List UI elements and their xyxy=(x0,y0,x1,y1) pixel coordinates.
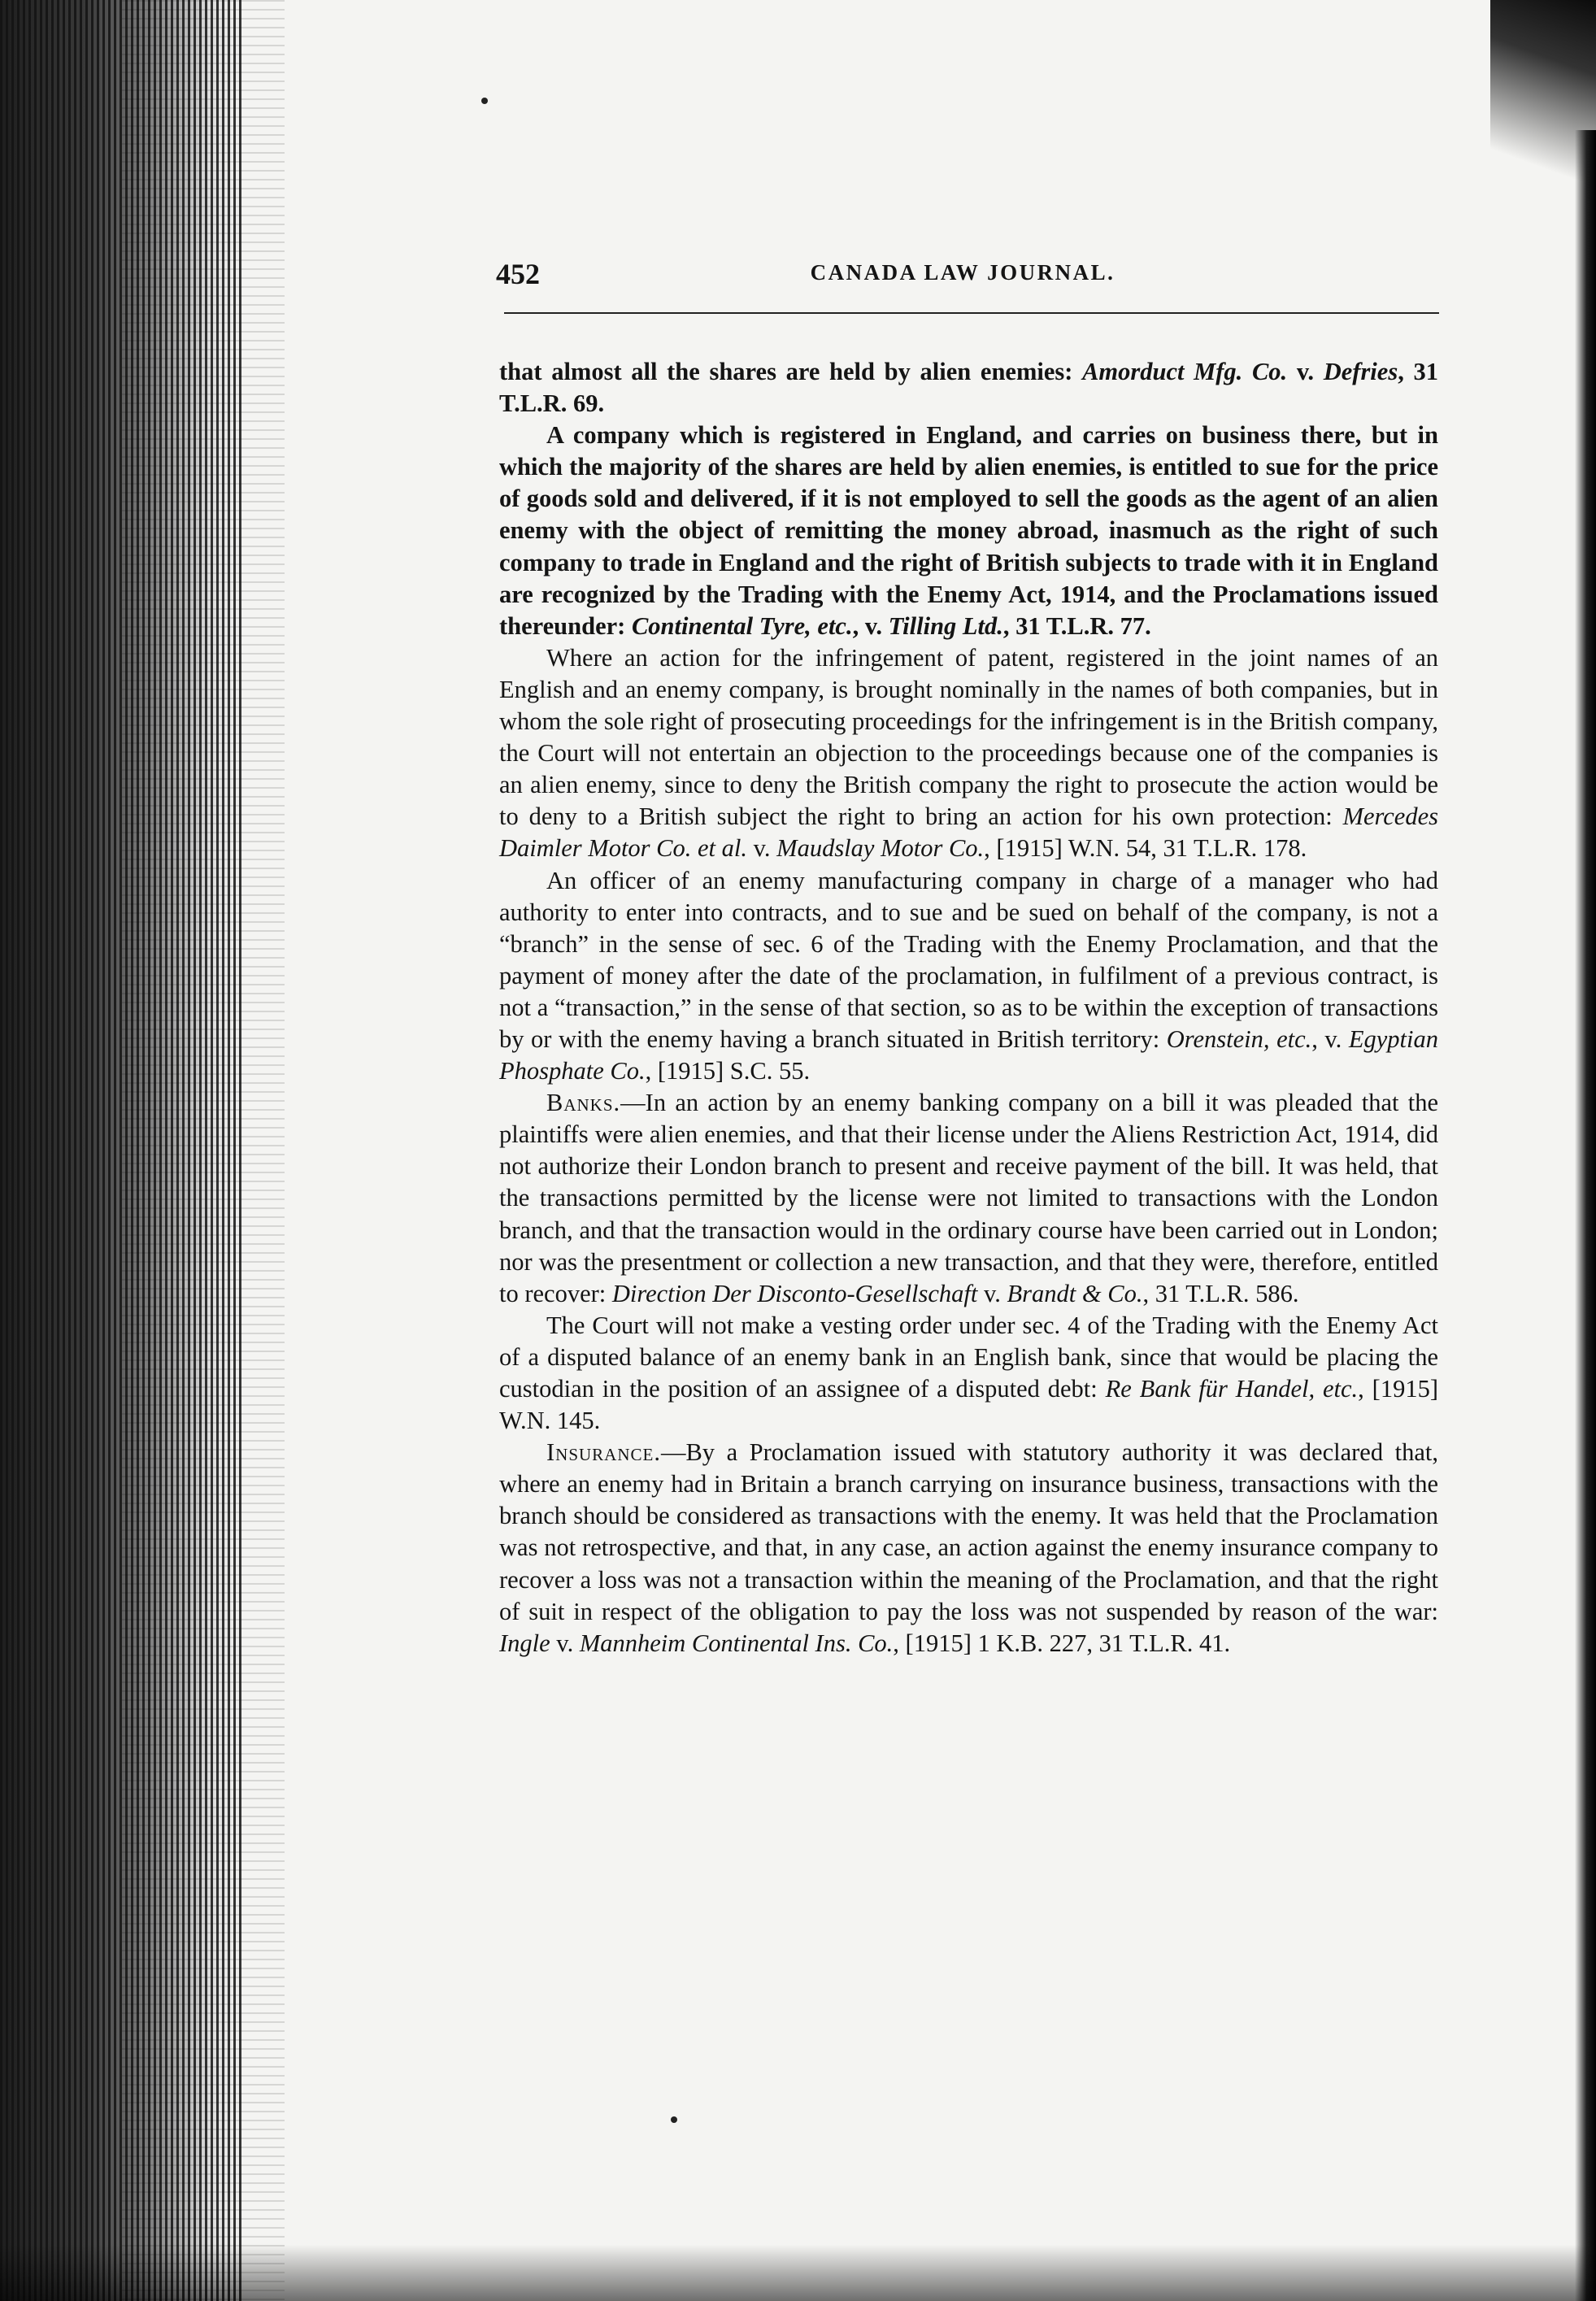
text-run: v. xyxy=(1287,358,1324,385)
case-citation: Mercedes Daimler Motor Co. et al. xyxy=(499,803,1438,863)
running-head: CANADA LAW JOURNAL. xyxy=(810,260,1115,285)
paragraph xyxy=(499,1087,1438,1310)
case-citation: Re Bank für Handel, etc. xyxy=(1105,1375,1359,1403)
paragraph xyxy=(499,865,1438,1088)
case-citation: Orenstein, etc. xyxy=(1166,1024,1312,1053)
section-heading: Banks. xyxy=(546,1089,621,1117)
case-citation: Brandt & Co. xyxy=(1007,1279,1143,1307)
case-citation: Amorduct Mfg. Co. xyxy=(1082,358,1288,385)
text-run: , 31 T.L.R. 69. xyxy=(499,358,1438,418)
case-citation: Tilling Ltd. xyxy=(888,611,1003,640)
text-run: v. xyxy=(550,1629,580,1657)
case-citation: Ingle xyxy=(499,1629,550,1657)
scan-speck xyxy=(481,98,488,104)
text-run: v. xyxy=(977,1279,1007,1307)
section-heading: Insurance. xyxy=(546,1438,661,1467)
text-run: An officer of an enemy manufacturing company in charge of a manager who had authority to enter into contracts, and to sue and be sued on behalf of the company, is not a “branch” in the sense of sec. 6 of the Trading with the Enemy Proclamation, and that the payment of money after the date of the proclamation, in fulfilment of a previous contract, is not a “transaction,” in the sense of that section, so as to be within the exception of transactions by or with the enemy having a branch situated in British territory: xyxy=(499,866,1438,1053)
page-header xyxy=(486,257,1439,293)
case-citation: Defries xyxy=(1323,358,1398,385)
text-run: , 31 T.L.R. 77. xyxy=(1002,611,1151,640)
text-run: Where an action for the infringement of patent, registered in the joint names of an English and an enemy company, is brought nominally in the names of both companies, but in whom the sole right of prosecuting proceedings for the infringement is in the British company, the Court will not entertain an objection to the proceedings because one of the companies is an alien enemy, since to deny the British company the right to prosecute the action would be to deny to a British subject the right to bring an action for his own protection: xyxy=(499,643,1438,831)
text-run: , 31 T.L.R. 586. xyxy=(1142,1279,1299,1307)
text-run: , v. xyxy=(852,611,889,640)
text-run: , [1915] W.N. 145. xyxy=(499,1375,1438,1435)
header-rule xyxy=(504,312,1439,314)
paragraph xyxy=(499,1310,1438,1437)
page-number: 452 xyxy=(496,258,540,290)
text-run: A company which is registered in England, and carries on business there, but in which the majority of the shares are held by alien enemies, is entitled to sue for the price of goods sold and delivered, if it is not employed to sell the goods as the agent of an alien enemy with the object of remitting the money abroad, inasmuch as the right of such company to trade in England and the right of British subjects to trade with it in England are recognized by the Trading with the Enemy Act, 1914, and the Proclamations issued thereunder: xyxy=(499,421,1438,640)
text-run: , [1915] S.C. 55. xyxy=(645,1057,811,1085)
text-run: , v. xyxy=(1311,1024,1349,1053)
body-text xyxy=(499,356,1438,1659)
case-citation: Egyptian Phosphate Co. xyxy=(499,1024,1438,1085)
case-citation: Mannheim Continental Ins. Co. xyxy=(579,1629,894,1657)
text-run: , [1915] 1 K.B. 227, 31 T.L.R. 41. xyxy=(893,1629,1231,1657)
text-run: that almost all the shares are held by alien enemies: xyxy=(499,358,1083,385)
text-run: —In an action by an enemy banking company on a bill it was pleaded that the plaintiffs were alien enemies, and that their license under the Aliens Restriction Act, 1914, did not authorize their London branch to present and receive payment of the bill. It was held, that the transactions permitted by the license were not limited to transactions with the London branch, and that the transaction would in the ordinary course have been carried out in London; nor was the presentment or collection a new transaction, and that they were, therefore, entitled to recover: xyxy=(499,1089,1438,1307)
scan-speck xyxy=(671,2116,677,2123)
paragraph xyxy=(499,1437,1438,1659)
paragraph xyxy=(499,356,1438,420)
scan-right-edge xyxy=(1575,130,1596,2301)
paragraph xyxy=(499,642,1438,865)
case-citation: Direction Der Disconto-Gesellschaft xyxy=(611,1279,978,1307)
paragraph xyxy=(499,420,1438,642)
text-run: —By a Proclamation issued with statutory authority it was declared that, where an enemy had in Britain a branch carrying on insurance business, transactions with the branch should be considered as transactions with the enemy. It was held that the Proclamation was not retrospective, and that, in any case, an action against the enemy insurance company to recover a loss was not a transaction within the meaning of the Proclamation, and that the right of suit in respect of the obligation to pay the loss was not suspended by reason of the war: xyxy=(499,1438,1438,1625)
binding-speckle xyxy=(122,0,285,2301)
scan-bottom-edge xyxy=(0,2244,1596,2301)
text-run: , [1915] W.N. 54, 31 T.L.R. 178. xyxy=(984,834,1307,863)
case-citation: Continental Tyre, etc. xyxy=(631,611,853,640)
case-citation: Maudslay Motor Co. xyxy=(776,834,985,863)
text-run: v. xyxy=(747,834,777,863)
text-run: The Court will not make a vesting order under sec. 4 of the Trading with the Enemy Act of a disputed balance of an enemy bank in an English bank, since that would be placing the custodian in the position of an assignee of a disputed debt: xyxy=(499,1311,1438,1403)
